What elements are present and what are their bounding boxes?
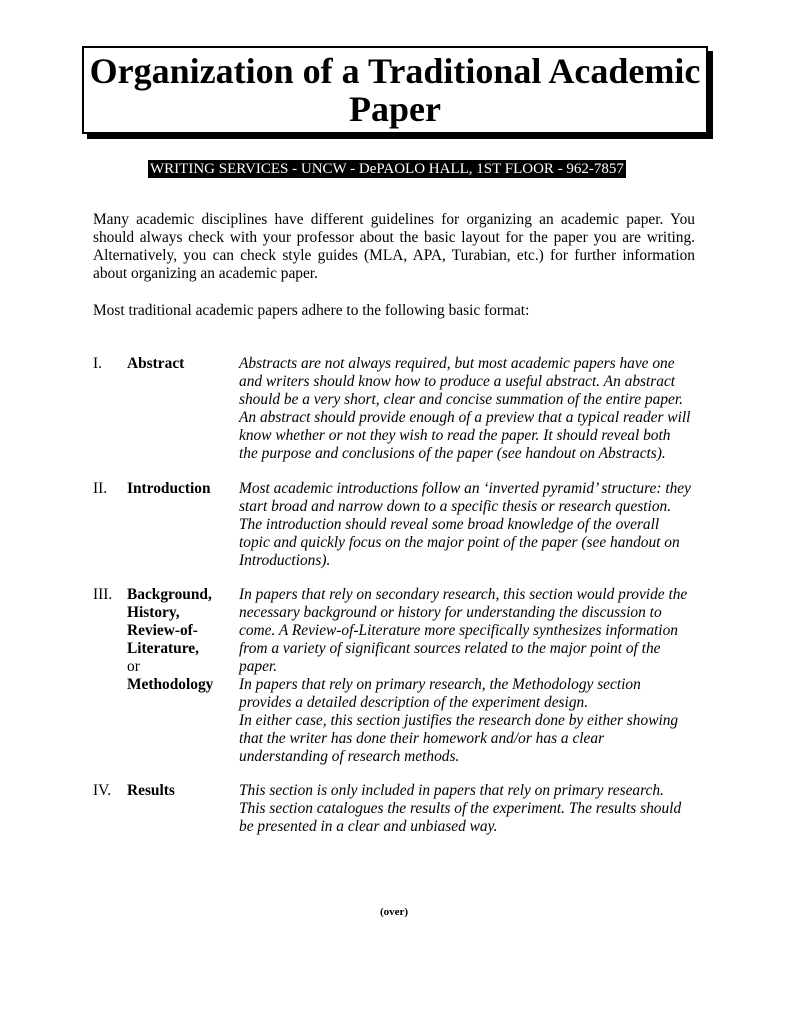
section-description bbox=[239, 480, 709, 570]
page-footer-over: (over) bbox=[379, 906, 409, 918]
section-numeral: I. bbox=[93, 355, 102, 372]
description-line: start broad and narrow down to a specific thesis or research question. bbox=[239, 498, 672, 515]
description-line: necessary background or history for understanding the discussion to bbox=[239, 604, 662, 621]
description-line: be presented in a clear and unbiased way. bbox=[239, 818, 498, 835]
heading-line: Abstract bbox=[127, 355, 185, 372]
section-numeral: II. bbox=[93, 480, 108, 497]
heading-line: Background, bbox=[127, 586, 212, 603]
section-numeral: III. bbox=[93, 586, 113, 603]
section-heading bbox=[127, 480, 211, 498]
section-numeral: IV. bbox=[93, 782, 112, 799]
section-heading bbox=[127, 355, 184, 373]
description-line: from a variety of significant sources related to the major point of the bbox=[239, 640, 661, 657]
title-line-1: Organization of a Traditional Academic bbox=[89, 51, 701, 91]
section-heading bbox=[127, 586, 213, 694]
description-line: should be a very short, clear and concise summation of the entire paper. bbox=[239, 391, 683, 408]
heading-line: Review-of- bbox=[127, 622, 198, 639]
description-line: topic and quickly focus on the major point of the paper (see handout on bbox=[239, 534, 680, 551]
contact-banner: WRITING SERVICES - UNCW - DePAOLO HALL, 1ST FLOOR - 962-7857 bbox=[150, 161, 624, 177]
heading-line: History, bbox=[127, 604, 180, 621]
description-line: provides a detailed description of the experiment design. bbox=[239, 694, 589, 711]
heading-line: Literature, bbox=[127, 640, 199, 657]
description-line: In either case, this section justifies the research done by either showing bbox=[239, 712, 679, 729]
heading-line: Methodology bbox=[127, 676, 214, 693]
lead-paragraph: Most traditional academic papers adhere to the following basic format: bbox=[93, 302, 530, 319]
section-description bbox=[239, 586, 709, 766]
description-line: Most academic introductions follow an ‘inverted pyramid’ structure: they bbox=[239, 480, 691, 497]
title-line-2: Paper bbox=[349, 89, 441, 129]
heading-line: or bbox=[127, 658, 140, 675]
description-line: come. A Review-of-Literature more specifically synthesizes information bbox=[239, 622, 678, 639]
description-line: In papers that rely on primary research, the Methodology section bbox=[239, 676, 641, 693]
description-line: This section is only included in papers that rely on primary research. bbox=[239, 782, 664, 799]
description-line: Introductions). bbox=[239, 552, 331, 569]
description-line: paper. bbox=[239, 658, 278, 675]
intro-paragraph: Many academic disciplines have different guidelines for organizing an academic paper. You should always check with your professor about the basic layout for the paper you are writing. Alternatively, you can check style guides (MLA, APA, Turabian, etc.) for further information about organizing an academic paper. bbox=[93, 211, 695, 282]
section-description bbox=[239, 782, 709, 836]
description-line: In papers that rely on secondary research, this section would provide the bbox=[239, 586, 688, 603]
heading-line: Introduction bbox=[127, 480, 211, 497]
description-line: This section catalogues the results of the experiment. The results should bbox=[239, 800, 682, 817]
heading-line: Results bbox=[127, 782, 175, 799]
description-line: know whether or not they wish to read the paper. It should reveal both bbox=[239, 427, 671, 444]
description-line: The introduction should reveal some broad knowledge of the overall bbox=[239, 516, 660, 533]
description-line: and writers should know how to produce a useful abstract. An abstract bbox=[239, 373, 676, 390]
description-line: Abstracts are not always required, but most academic papers have one bbox=[239, 355, 675, 372]
description-line: An abstract should provide enough of a preview that a typical reader will bbox=[239, 409, 691, 426]
description-line: understanding of research methods. bbox=[239, 748, 460, 765]
section-heading bbox=[127, 782, 175, 800]
description-line: that the writer has done their homework and/or has a clear bbox=[239, 730, 605, 747]
description-line: the purpose and conclusions of the paper (see handout on Abstracts). bbox=[239, 445, 666, 462]
section-description bbox=[239, 355, 709, 463]
title-box bbox=[82, 46, 708, 134]
